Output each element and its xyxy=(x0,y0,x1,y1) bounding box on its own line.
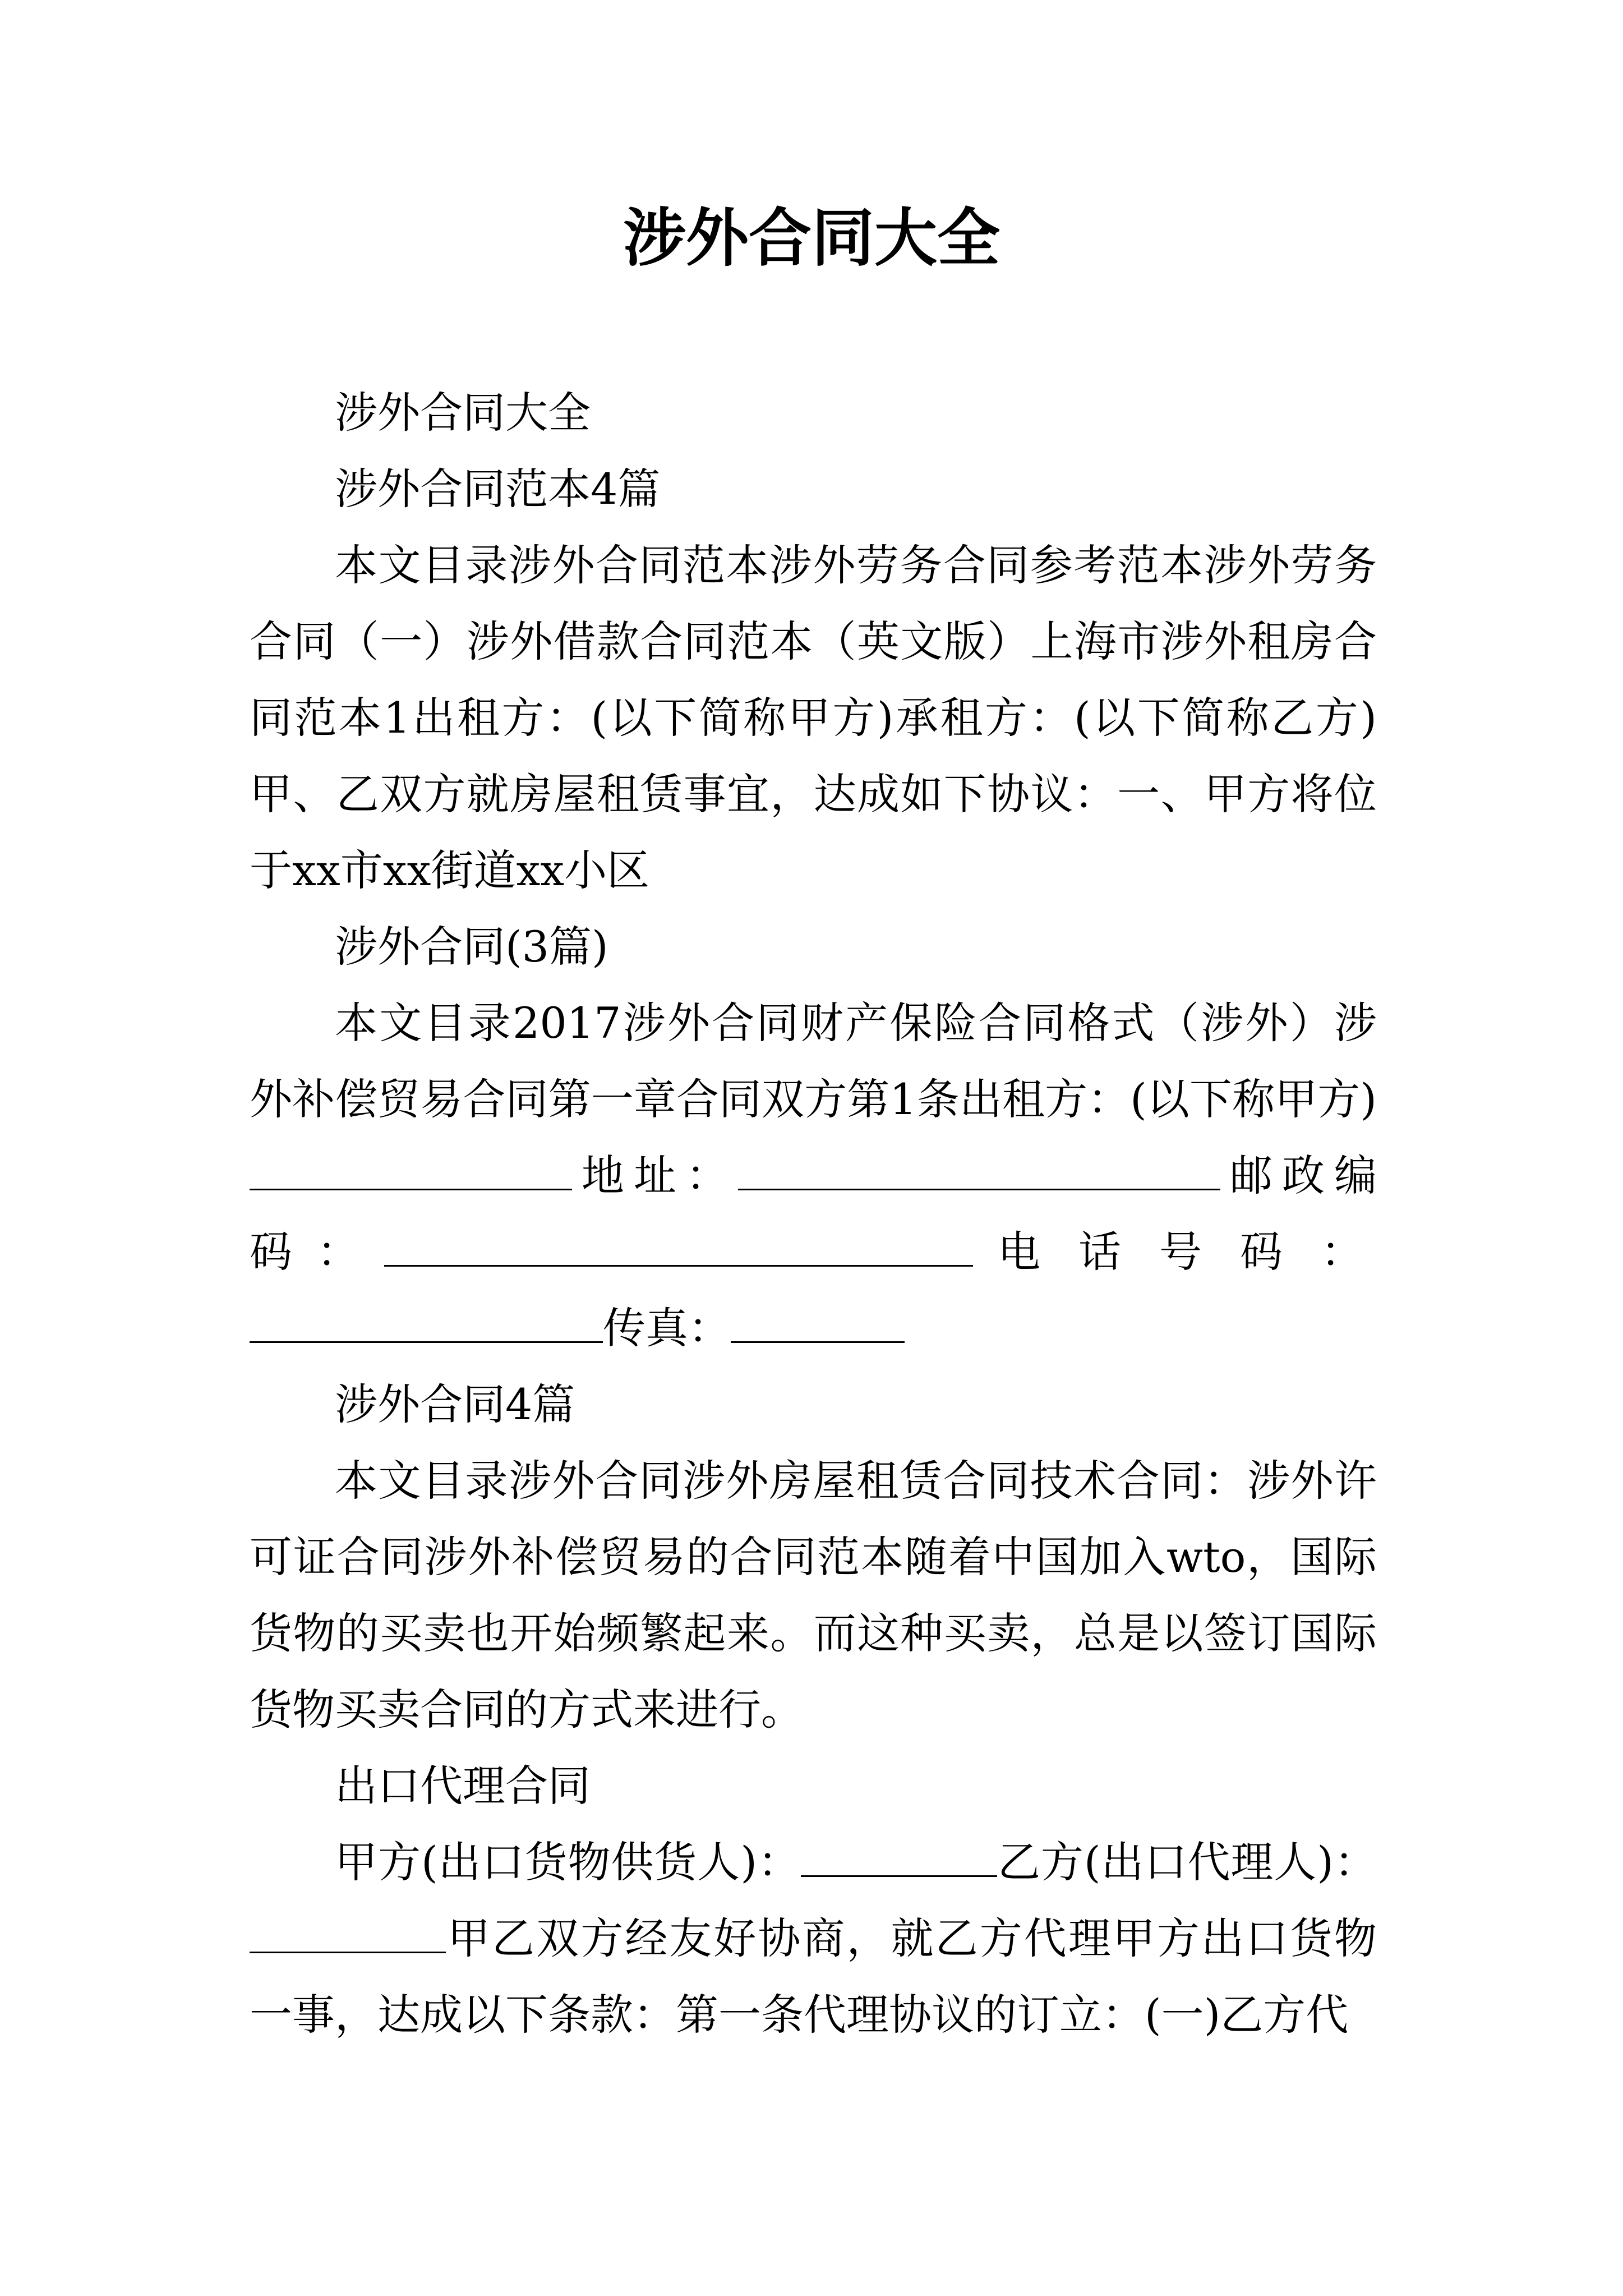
paragraph-heading-3: 涉外合同(3篇) xyxy=(335,922,608,972)
blank-line xyxy=(731,1308,905,1343)
document-body xyxy=(250,375,1377,2053)
blank-line xyxy=(250,1918,446,1953)
phone-label: 电话号码： xyxy=(973,1227,1377,1277)
blank-line xyxy=(801,1842,997,1877)
paragraph-heading-1: 涉外合同大全 xyxy=(335,388,591,438)
party-b-label: 乙方(出口代理人)： xyxy=(997,1837,1377,1887)
blank-line xyxy=(384,1231,973,1267)
blank-line xyxy=(250,1155,572,1190)
paragraph-heading-5: 出口代理合同 xyxy=(335,1761,591,1811)
paragraph-contents-2 xyxy=(250,985,1377,1366)
paragraph-terms: 甲乙双方经友好协商，就乙方代理甲方出口货物一事，达成以下条款：第一条代理协议的订立：(一)乙方代 xyxy=(250,1913,1377,2040)
document-title: 涉外合同大全 xyxy=(623,202,1000,275)
paragraph-parties xyxy=(250,1824,1377,2053)
postcode-label: 邮政编码： xyxy=(250,1151,1377,1277)
address-label: 地址： xyxy=(572,1151,738,1200)
paragraph-contents-3: 本文目录涉外合同涉外房屋租赁合同技术合同：涉外许可证合同涉外补偿贸易的合同范本随着中国加入wto，国际货物的买卖也开始频繁起来。而这种买卖，总是以签订国际货物买卖合同的方式来进行。 xyxy=(250,1456,1377,1734)
party-a-label: 甲方(出口货物供货人)： xyxy=(335,1837,801,1887)
paragraph-contents-2-text: 本文目录2017涉外合同财产保险合同格式（涉外）涉外补偿贸易合同第一章合同双方第1条出租方：(以下称甲方) xyxy=(250,998,1377,1124)
paragraph-heading-4: 涉外合同4篇 xyxy=(335,1379,575,1429)
blank-line xyxy=(250,1308,603,1343)
paragraph-heading-2: 涉外合同范本4篇 xyxy=(335,464,661,514)
fax-label: 传真： xyxy=(603,1303,731,1353)
blank-line xyxy=(738,1155,1220,1190)
paragraph-contents-1: 本文目录涉外合同范本涉外劳务合同参考范本涉外劳务合同（一）涉外借款合同范本（英文版）上海市涉外租房合同范本1出租方：(以下简称甲方)承租方：(以下简称乙方)甲、乙双方就房屋租赁事宜，达成如下协议：一、甲方将位于xx市xx街道xx小区 xyxy=(250,540,1377,895)
